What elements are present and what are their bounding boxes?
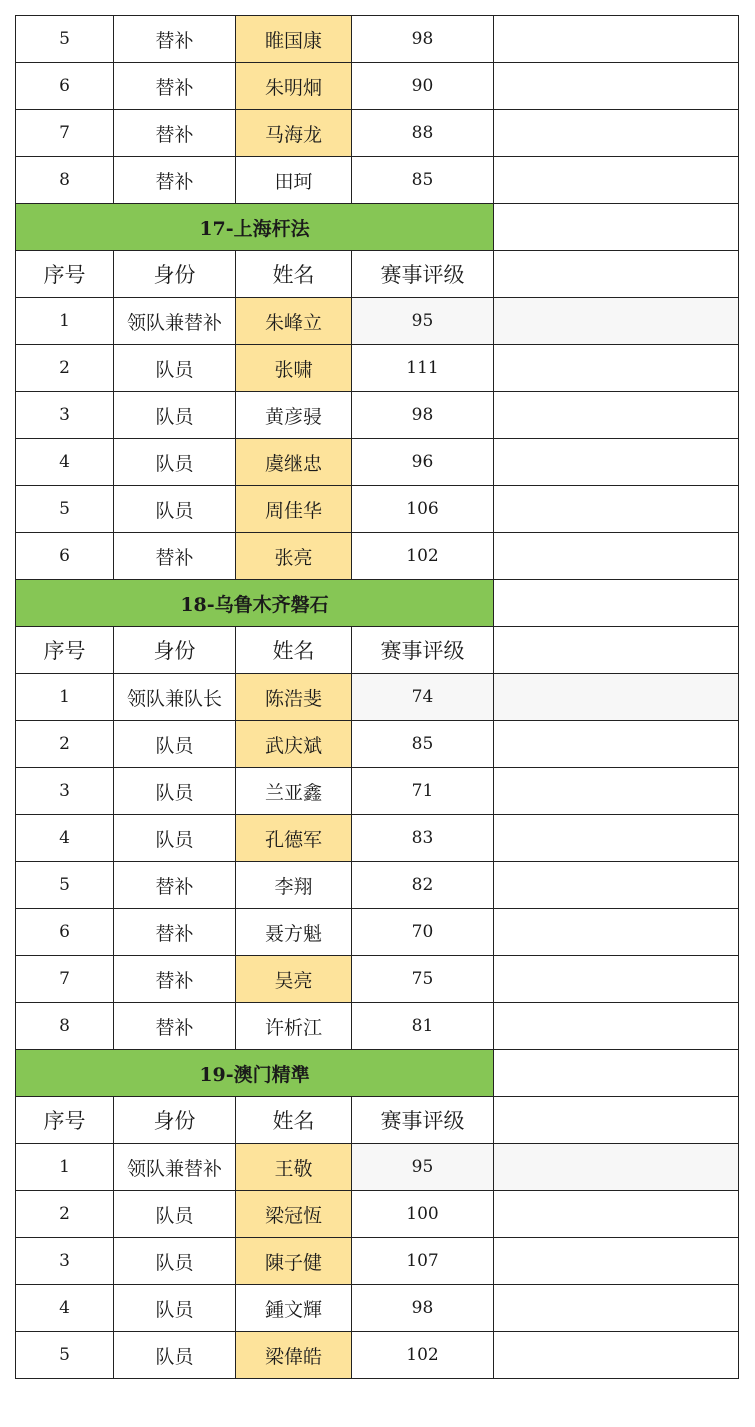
empty-cell xyxy=(494,392,739,439)
cell-no: 1 xyxy=(16,298,114,345)
empty-cell xyxy=(494,1285,739,1332)
cell-role: 队员 xyxy=(114,392,236,439)
empty-cell xyxy=(494,1191,739,1238)
cell-no: 4 xyxy=(16,1285,114,1332)
table-row xyxy=(16,298,739,345)
empty-cell xyxy=(494,439,739,486)
cell-rating: 90 xyxy=(352,63,494,110)
cell-name: 兰亚鑫 xyxy=(236,768,352,815)
cell-name: 梁冠恆 xyxy=(236,1191,352,1238)
cell-name: 聂方魁 xyxy=(236,909,352,956)
column-header-row xyxy=(16,251,739,298)
cell-no: 1 xyxy=(16,1144,114,1191)
empty-cell xyxy=(494,1003,739,1050)
table-row xyxy=(16,157,739,204)
empty-cell xyxy=(494,298,739,345)
team-title: 18-乌鲁木齐磐石 xyxy=(16,580,494,627)
cell-name: 李翔 xyxy=(236,862,352,909)
cell-role: 队员 xyxy=(114,721,236,768)
cell-rating: 75 xyxy=(352,956,494,1003)
cell-name: 黄彦骎 xyxy=(236,392,352,439)
cell-no: 1 xyxy=(16,674,114,721)
table-row xyxy=(16,1285,739,1332)
cell-no: 5 xyxy=(16,1332,114,1379)
cell-rating: 102 xyxy=(352,533,494,580)
roster-table xyxy=(15,15,739,1379)
table-row xyxy=(16,862,739,909)
cell-rating: 102 xyxy=(352,1332,494,1379)
cell-rating: 107 xyxy=(352,1238,494,1285)
cell-name: 梁偉皓 xyxy=(236,1332,352,1379)
table-row xyxy=(16,1003,739,1050)
cell-no: 5 xyxy=(16,862,114,909)
team-title-row xyxy=(16,580,739,627)
cell-role: 替补 xyxy=(114,862,236,909)
empty-cell xyxy=(494,862,739,909)
table-row xyxy=(16,345,739,392)
cell-rating: 82 xyxy=(352,862,494,909)
cell-role: 队员 xyxy=(114,439,236,486)
header-role: 身份 xyxy=(114,627,236,674)
cell-no: 8 xyxy=(16,1003,114,1050)
empty-cell xyxy=(494,63,739,110)
cell-role: 队员 xyxy=(114,1332,236,1379)
cell-name: 虞继忠 xyxy=(236,439,352,486)
header-no: 序号 xyxy=(16,251,114,298)
header-rating: 赛事评级 xyxy=(352,627,494,674)
empty-cell xyxy=(494,1050,739,1097)
table-row xyxy=(16,674,739,721)
empty-cell xyxy=(494,251,739,298)
cell-role: 替补 xyxy=(114,533,236,580)
cell-name: 王敬 xyxy=(236,1144,352,1191)
cell-rating: 71 xyxy=(352,768,494,815)
column-header-row xyxy=(16,627,739,674)
header-role: 身份 xyxy=(114,251,236,298)
empty-cell xyxy=(494,956,739,1003)
cell-name: 周佳华 xyxy=(236,486,352,533)
team-title-row xyxy=(16,1050,739,1097)
empty-cell xyxy=(494,345,739,392)
cell-name: 陳子健 xyxy=(236,1238,352,1285)
empty-cell xyxy=(494,768,739,815)
header-name: 姓名 xyxy=(236,1097,352,1144)
cell-role: 队员 xyxy=(114,486,236,533)
empty-cell xyxy=(494,1332,739,1379)
table-row xyxy=(16,392,739,439)
cell-role: 队员 xyxy=(114,768,236,815)
cell-role: 队员 xyxy=(114,815,236,862)
header-rating: 赛事评级 xyxy=(352,251,494,298)
cell-name: 张啸 xyxy=(236,345,352,392)
cell-name: 朱明炯 xyxy=(236,63,352,110)
cell-no: 2 xyxy=(16,721,114,768)
empty-cell xyxy=(494,580,739,627)
cell-name: 陈浩斐 xyxy=(236,674,352,721)
cell-no: 6 xyxy=(16,63,114,110)
table-row xyxy=(16,1144,739,1191)
column-header-row xyxy=(16,1097,739,1144)
empty-cell xyxy=(494,674,739,721)
empty-cell xyxy=(494,533,739,580)
empty-cell xyxy=(494,110,739,157)
header-no: 序号 xyxy=(16,627,114,674)
cell-no: 2 xyxy=(16,345,114,392)
header-name: 姓名 xyxy=(236,251,352,298)
cell-no: 5 xyxy=(16,486,114,533)
empty-cell xyxy=(494,627,739,674)
cell-name: 张亮 xyxy=(236,533,352,580)
team-title: 17-上海杆法 xyxy=(16,204,494,251)
empty-cell xyxy=(494,721,739,768)
cell-rating: 100 xyxy=(352,1191,494,1238)
table-row xyxy=(16,956,739,1003)
cell-rating: 96 xyxy=(352,439,494,486)
empty-cell xyxy=(494,1097,739,1144)
table-row xyxy=(16,768,739,815)
cell-no: 3 xyxy=(16,768,114,815)
cell-name: 孔德军 xyxy=(236,815,352,862)
header-role: 身份 xyxy=(114,1097,236,1144)
empty-cell xyxy=(494,204,739,251)
cell-rating: 70 xyxy=(352,909,494,956)
table-row xyxy=(16,63,739,110)
empty-cell xyxy=(494,1144,739,1191)
cell-rating: 85 xyxy=(352,157,494,204)
cell-role: 替补 xyxy=(114,63,236,110)
cell-role: 替补 xyxy=(114,16,236,63)
cell-no: 5 xyxy=(16,16,114,63)
cell-rating: 81 xyxy=(352,1003,494,1050)
cell-name: 朱峰立 xyxy=(236,298,352,345)
cell-role: 队员 xyxy=(114,345,236,392)
table-row xyxy=(16,909,739,956)
cell-name: 睢国康 xyxy=(236,16,352,63)
cell-rating: 95 xyxy=(352,1144,494,1191)
table-row xyxy=(16,486,739,533)
cell-name: 吴亮 xyxy=(236,956,352,1003)
team-title: 19-澳门精準 xyxy=(16,1050,494,1097)
empty-cell xyxy=(494,157,739,204)
cell-name: 马海龙 xyxy=(236,110,352,157)
empty-cell xyxy=(494,1238,739,1285)
team-title-row xyxy=(16,204,739,251)
empty-cell xyxy=(494,909,739,956)
cell-no: 4 xyxy=(16,439,114,486)
cell-rating: 111 xyxy=(352,345,494,392)
header-no: 序号 xyxy=(16,1097,114,1144)
table-row xyxy=(16,1332,739,1379)
cell-rating: 98 xyxy=(352,16,494,63)
cell-rating: 98 xyxy=(352,392,494,439)
cell-role: 队员 xyxy=(114,1238,236,1285)
cell-name: 田珂 xyxy=(236,157,352,204)
cell-role: 领队兼替补 xyxy=(114,1144,236,1191)
cell-no: 3 xyxy=(16,1238,114,1285)
cell-role: 替补 xyxy=(114,956,236,1003)
cell-rating: 85 xyxy=(352,721,494,768)
cell-no: 3 xyxy=(16,392,114,439)
table-row xyxy=(16,439,739,486)
empty-cell xyxy=(494,486,739,533)
cell-name: 许析江 xyxy=(236,1003,352,1050)
cell-no: 7 xyxy=(16,110,114,157)
empty-cell xyxy=(494,16,739,63)
cell-no: 4 xyxy=(16,815,114,862)
cell-name: 鍾文輝 xyxy=(236,1285,352,1332)
roster-table-body xyxy=(16,16,739,1379)
cell-name: 武庆斌 xyxy=(236,721,352,768)
cell-rating: 83 xyxy=(352,815,494,862)
cell-rating: 88 xyxy=(352,110,494,157)
cell-rating: 95 xyxy=(352,298,494,345)
cell-rating: 74 xyxy=(352,674,494,721)
cell-role: 替补 xyxy=(114,157,236,204)
table-row xyxy=(16,1238,739,1285)
empty-cell xyxy=(494,815,739,862)
cell-rating: 98 xyxy=(352,1285,494,1332)
cell-no: 2 xyxy=(16,1191,114,1238)
table-row xyxy=(16,110,739,157)
cell-no: 8 xyxy=(16,157,114,204)
table-row xyxy=(16,1191,739,1238)
cell-role: 领队兼队长 xyxy=(114,674,236,721)
table-row xyxy=(16,533,739,580)
table-row xyxy=(16,815,739,862)
table-row xyxy=(16,16,739,63)
cell-role: 替补 xyxy=(114,110,236,157)
header-rating: 赛事评级 xyxy=(352,1097,494,1144)
cell-no: 6 xyxy=(16,909,114,956)
cell-no: 7 xyxy=(16,956,114,1003)
cell-role: 替补 xyxy=(114,1003,236,1050)
cell-no: 6 xyxy=(16,533,114,580)
cell-rating: 106 xyxy=(352,486,494,533)
table-row xyxy=(16,721,739,768)
cell-role: 队员 xyxy=(114,1191,236,1238)
cell-role: 领队兼替补 xyxy=(114,298,236,345)
cell-role: 队员 xyxy=(114,1285,236,1332)
cell-role: 替补 xyxy=(114,909,236,956)
header-name: 姓名 xyxy=(236,627,352,674)
